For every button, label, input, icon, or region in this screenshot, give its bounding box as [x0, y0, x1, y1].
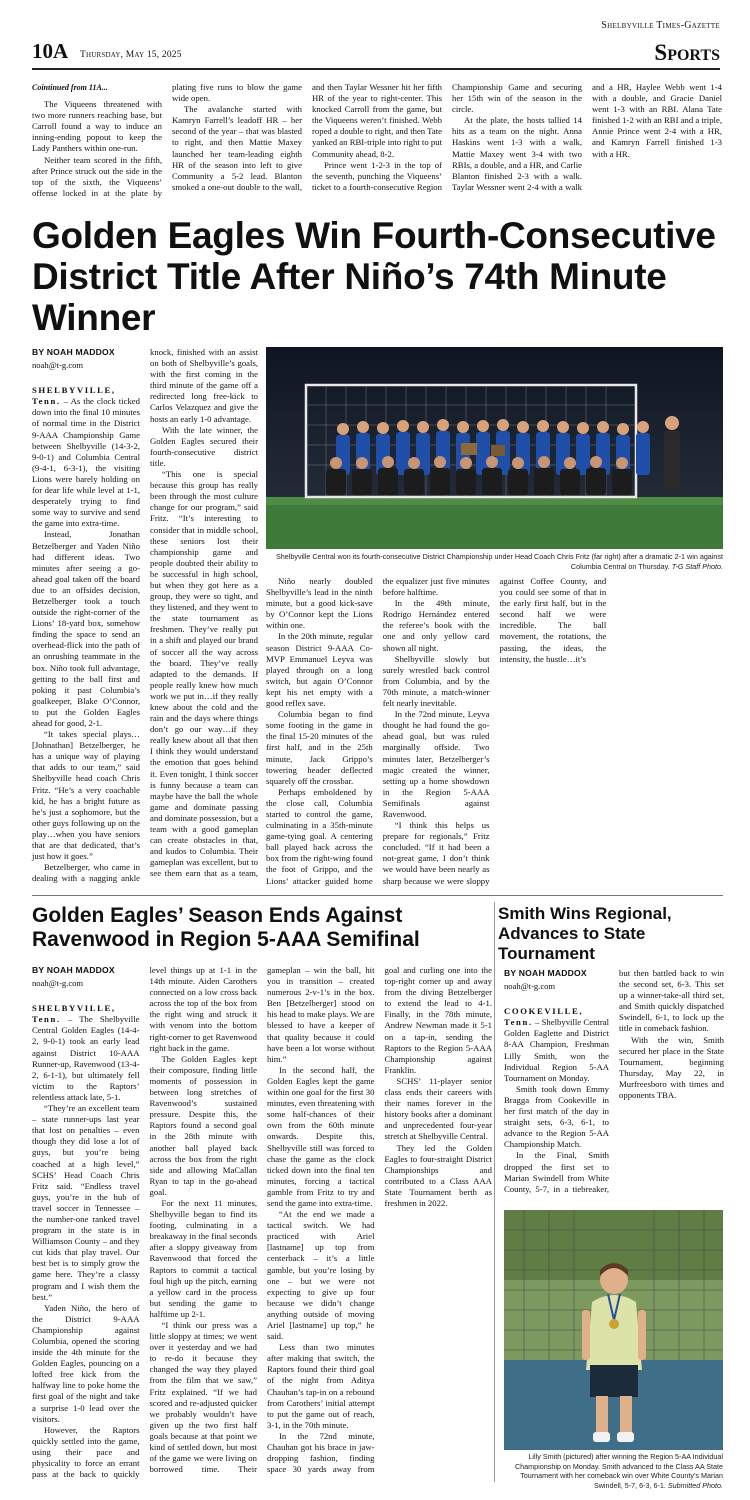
paragraph: Prince went 1-2-3 in the top of the seventh, punching the Viqueens’ ticket to a fourth-consecutive Region Championship Game and securing her 15th win of the season in the circle. [312, 82, 582, 192]
main-headline: Golden Eagles Win Fourth-Consecutive District Title After Niño’s 74th Minute Winner [32, 215, 716, 338]
ravenwood-headline: Golden Eagles’ Season Ends Against Ravenwood in Region 5-AAA Semifinal [32, 904, 420, 951]
paragraph: “I think our press was a little sloppy at times; we went over it yesterday and we had to re-do it because they changed the way they played from the film that we saw,” Fritz explained. “If we had scored and re-adjusted quicker we probably wouldn’t have given up the two first half goals because at that point we kind of settled down, but most of the game we were living on borrowed time. Their gameplan – win the ball, hit you in transition – created numerous 2-v-1’s in the box. Ben [Betzelberger] stood on his head to make plays. We are blessed to have a keeper of that quality because it could have been a lot worse without him.” [149, 965, 375, 1475]
team-photo-image [266, 347, 723, 549]
paragraph: Less than two minutes after making that switch, the Raptors found their third goal of the night from Aditya Chauhan’s tap-in on a rebound from Carothers’ initial attempt to put the game out of reach, 3-1, in the 70th minute. [267, 1342, 375, 1430]
column-rule [494, 902, 495, 1482]
paragraph: For the next 11 minutes, Shelbyville began to find its footing, culminating in a breakaway in the final seconds after a sloppy giveaway from Ravenwood that forced the Raptors to commit a tactical foul high up the pitch, earning a yellow card in the process but sending the game to halftime up 2-1. [149, 1197, 257, 1319]
paragraph: Perhaps emboldened by the close call, Columbia started to control the game, culminating in a 35th-minute game-tying goal. A centering ball played back across the box from the right-wing found the foot of Grippo, and the Lions’ attacker guided home the equalizer just five minutes before halftime. [266, 576, 490, 886]
paragraph: With the win, Smith secured her place in the State Tournament, beginning Thursday, May 22, in Murfreesboro with times and opponents TBA. [619, 1034, 724, 1101]
team-photo [266, 347, 723, 549]
section-title: Sports [654, 40, 720, 65]
issue-date: Thursday, May 15, 2025 [80, 50, 182, 60]
dateline: SHELBYVILLE, Tenn. [32, 385, 116, 407]
photo-credit: Submitted Photo. [667, 1480, 723, 1490]
paragraph: “At the end we made a tactical switch. We had practiced with Ariel [lastname] up top from centerback – it’s a little gamble, but you’re losing by one – but we were not expecting to give up four because we didn’t change anything outside of moving Ariel [lastname] up top,” he said. [267, 1209, 375, 1342]
smith-headline: Smith Wins Regional, Advances to State Tournament [498, 904, 672, 963]
publication-name: Shelbyville Times-Gazette [601, 20, 720, 31]
paragraph: In the 20th minute, regular season District 9-AAA Co-MVP Emmanuel Leyva was played through on a long switch, but again O’Connor kept his net empty with a good reflex save. [266, 631, 373, 709]
paragraph: “It takes special plays… [Johnathan] Betzelberger, he has a unique way of playing that adds to our team,” said Shelbyville head coach Chris Fritz. “He’s a very coachable kid, he has a bright future as he’s just a sophomore, but the other guys following up on the play…when you have seniors that are that dedicated, that’s just how it goes.” [32, 729, 140, 862]
lead-paragraph: SHELBYVILLE, Tenn. – The Shelbyville Central Golden Eagles (14-4-2, 9-0-1) took an early lead against District 10-AAA Runner-up, Ravenwood (13-4-2, 6-1-1), but ultimately fell victim to the Raptors’ relentless attack late, 5-1. [32, 1003, 140, 1102]
paragraph: In the 72nd minute, Leyva thought he had found the go-ahead goal, but was ruled marginally offside. Two minutes later, Betzelberger’s magic created the winner, setting up a home showdown in the Region 5-AAA Semifinals against Ravenwood. [382, 709, 490, 819]
author-email: noah@t-g.com [32, 978, 84, 989]
paragraph: However, the Raptors quickly settled into the game, using their pace and physicality to force an errant pass at the back to quickly level things up at 1-1 in the 14th minute. Aiden Carothers connected on a low cross back across the top of the box from the right wing and struck it with venom into the bottom right-corner to get Ravenwood right back in the game. [32, 965, 257, 1480]
paragraph: The Golden Eagles kept their composure, finding little moments of possession in between long stretches of Ravenwood’s sustained pressure. Despite this, the Raptors found a second goal in the 28th minute with another ball played back across the box from the right side and allowing MaCallan Ryan to tap in the go-ahead goal. [149, 1053, 257, 1197]
main-story-columns-right [266, 576, 723, 887]
team-photo-caption: Shelbyville Central won its fourth-consecutive District Championship under Head Coach Chris Fritz (far right) after a dramatic 2-1 win against Columbia Central on Thursday. T-G Staff Photo. [275, 552, 723, 571]
paragraph: Betzelberger, who came in dealing with a nagging ankle knock, finished with an assist on both of Shelbyville’s goals, with the first coming in the third minute of the game off a redirected long free-kick to Carlos Velazquez and give the hosts an early 1-0 advantage. [32, 347, 258, 884]
paragraph: SCHS’ 11-player senior class ends their careers with their names forever in the history books after a dominant and unprecedented four-year stretch at Shelbyville Central. [384, 1075, 492, 1142]
byline: BY NOAH MADDOX [32, 965, 115, 975]
paragraph: Shelbyville slowly but surely wrestled back control from Columbia, and by the 70th minute, a match-winner felt nearly inevitable. [382, 653, 490, 709]
paragraph: Columbia began to find some footing in the game in the final 15-20 minutes of the first half, and in the 25th minute, Jack Grippo’s towering header deflected squarely off the crossbar. [266, 709, 373, 786]
smith-photo-caption: Lilly Smith (pictured) after winning the Region 5-AA Individual Championship on Monday. Smith advanced to the Class AA State Tournament with her comeback win over White County’s Marian Swindell, 5-7, 6-3, 6-1. Submitted Photo. [514, 1452, 723, 1490]
page-number: 10A [32, 39, 69, 63]
paragraph: “They’re an excellent team – state runner-ups last year that lost on penalties – even though they did lose a lot of guys, but you’re being coached at a high level,” SCHS’ Head Coach Chris Fritz said. “Endless travel guys, you’re in the hub of travel soccer in Tennessee – the number-one ranked travel program in the state is in Williamson County – and they cut kids that play travel. Our best bet is to simply grow the game here. They’re a classy program and I wish them the best.” [32, 1103, 140, 1302]
paragraph: At the plate, the hosts tallied 14 hits as a team on the night. Anna Haskins went 1-3 with a walk, Mattie Maxey went 3-4 with two RBIs, a double, and a HR, and Carlie Blanton finished 2-3 with a walk. Taylar Wessner went 2-4 with a walk and a HR, Haylee Webb went 1-4 with a double, and Gracie Daniel went 1-3 with an RBI. Alana Tate finished 1-2 with an RBI and a triple, Annie Prince went 2-4 with a HR, and Kamryn Farrell finished 1-3 with a HR. [452, 82, 722, 192]
paragraph: Niño nearly doubled Shelbyville’s lead in the ninth minute, but a good kick-save by O’Connor kept the Lions within one. [266, 576, 373, 631]
paragraph: Neither team scored in the fifth, after Prince struck out the side in the top of the sixth, the Viqueens’ offense locked in at the plate by plating five runs to blow the game wide open. [32, 82, 302, 198]
page-header [32, 18, 720, 70]
continued-label: Cointinued from 11A... [32, 83, 108, 92]
byline: BY NOAH MADDOX [504, 968, 587, 978]
section-divider [32, 895, 723, 896]
photo-credit: T-G Staff Photo. [671, 562, 723, 571]
paragraph: “I think this helps us prepare for regionals,” Fritz concluded. “If it had been a not-great game, I don’t think we would have been nearly as sharp because we were sloppy against Coffee County, and you could see some of that in the early first half, but in the second half we were incredible. The ball movement, the rotations, the passing, the ideas, the intensity, the hustle…it’s [382, 576, 607, 886]
paragraph: Yaden Niño, the hero of the District 9-AAA Championship against Columbia, opened the scoring inside the 4th minute for the Golden Eagles, pouncing on a lofted free kick from the halfway line to poke home the first goal of the night and take a surprise 1-0 lead over the visitors. [32, 1302, 140, 1424]
paragraph: Smith took down Emmy Bragga from Cookeville in her first match of the day in straight sets, 6-3, 6-1, to advance to the Region 5-AA Championship Match. [504, 1083, 609, 1150]
paragraph: Instead, Jonathan Betzelberger and Yaden Niño had different ideas. Two minutes after seeing a go-ahead goal taken off the board due to an offsides decision, Betzelberger took a touch outside the right-corner of the Lions’ 18-yard box, somehow finding the space to send an overhead-flick into the path of an onrushing teammate in the box. Niño took full advantage, getting to the ball first and poking it past Columbia’s goalkeeper, Blake O’Connor, to put the Golden Eagles ahead for good, 2-1. [32, 529, 140, 728]
smith-photo [504, 1210, 723, 1450]
smith-photo-image [504, 1210, 723, 1450]
paragraph: The Viqueens threatened with two more runners reaching base, but Carroll found a way to induce an inning-ending popout to keep the Lady Panthers within one-run. [32, 99, 162, 154]
paragraph: In the Final, Smith dropped the first set to Marian Swindell from White County, 5-7, in a tiebreaker, but then battled back to win the second set, 6-3. This set up a winner-take-all third set, and Smith quickly dispatched Swindell, 6-1, to lock up the title in comeback fashion. [504, 968, 724, 1194]
ravenwood-story-columns [32, 965, 492, 1481]
paragraph: With the late winner, the Golden Eagles secured their fourth-consecutive district title. [150, 424, 258, 468]
lead-paragraph: SHELBYVILLE, Tenn. – As the clock ticked down into the final 10 minutes of normal time in the District 9-AAA Championship Game between Shelbyville (14-3-2, 9-0-1) and Columbia Central (9-4-1, 6-3-1), the visiting Lions were barely holding on for dear life while level at 1-1, desperately trying to find some way to survive and send the game into extra-time. [32, 385, 140, 529]
dateline: SHELBYVILLE, Tenn. [32, 1003, 116, 1025]
main-story-columns-left [32, 347, 258, 887]
author-email: noah@t-g.com [32, 360, 84, 371]
lead-paragraph: COOKEVILLE, Tenn. – Shelbyville Central Golden Eaglette and District 8-AA Champion, Freshman Lilly Smith, won the Individual Region 5-AA Tournament on Monday. [504, 1006, 609, 1083]
paragraph: “This one is special because this group has really been through the most culture change for our program,” said Fritz. “It’s interesting to consider that in middle school, these seniors lost their championship game and people doubted their ability to be successful in high school, but when they got here as a group, they were so tight, and they listened, and they went to the state tournament as freshmen. They’ve really put in a shift and played our brand of soccer all the way across the board. They’ve really adapted to the demands. If people really knew how much work we put in…if they really knew about the cold and the rain and the days where things don’t go our way…if they really knew about all that then I think they would understand the emotion that goes behind it. Even tonight, I think soccer is funny because a team can maybe have the ball the whole game and dominate passing and dominate possession, but a team with a good gameplan can create obstacles in that, and kudos to Columbia. Their gameplan was excellent, but to see them earn that as a team, [150, 469, 258, 879]
paragraph: In the 72nd minute, Chauhan got his brace in jaw-dropping fashion, finding space 30 yards away from goal and curling one into the top-right corner up and away from the diving Betzelberger to extend the lead to 4-1. Finally, in the 78th minute, Andrew Newman made it 5-1 on a tap-in, sending the Raptors to the Region 5-AAA Championship against Franklin. [267, 965, 492, 1475]
continued-story [32, 82, 722, 200]
paragraph: In the 49th minute, Rodrigo Hernández entered the referee’s book with the one and only yellow card shown all night. [382, 598, 490, 653]
paragraph: In the second half, the Golden Eagles kept the game within one goal for the first 30 minutes, even threatening with some half-chances of their own from the 60th minute onwards. Despite this, Shelbyville still was forced to chase the game as the clock ticked down into the final ten minutes, forcing a tactical gamble from Fritz to try and send the game into extra-time. [267, 1064, 375, 1208]
author-email: noah@t-g.com [504, 981, 556, 992]
byline: BY NOAH MADDOX [32, 347, 115, 357]
dateline: COOKEVILLE, Tenn. [504, 1006, 584, 1028]
paragraph: The avalanche started with Kamryn Farrell’s leadoff HR – her second of the year – that was blasted to right, and then Mattie Maxey launched her team-leading eighth HR of the season into left to give Community a 5-2 lead. Blanton smoked a one-out double to the wall, and then Taylar Wessner hit her fifth HR of the year to right-center. This knocked Carroll from the game, but the Viqueens weren’t finished. Webb roped a double to right, and then Tate yanked an RBI-triple into right to put Community ahead, 8-2. [172, 82, 442, 192]
paragraph: They led the Golden Eagles to four-straight District Championships and contributed to a Class AAA State Tournament berth as freshmen in 2022. [384, 1142, 492, 1208]
smith-story-columns [504, 968, 724, 1204]
